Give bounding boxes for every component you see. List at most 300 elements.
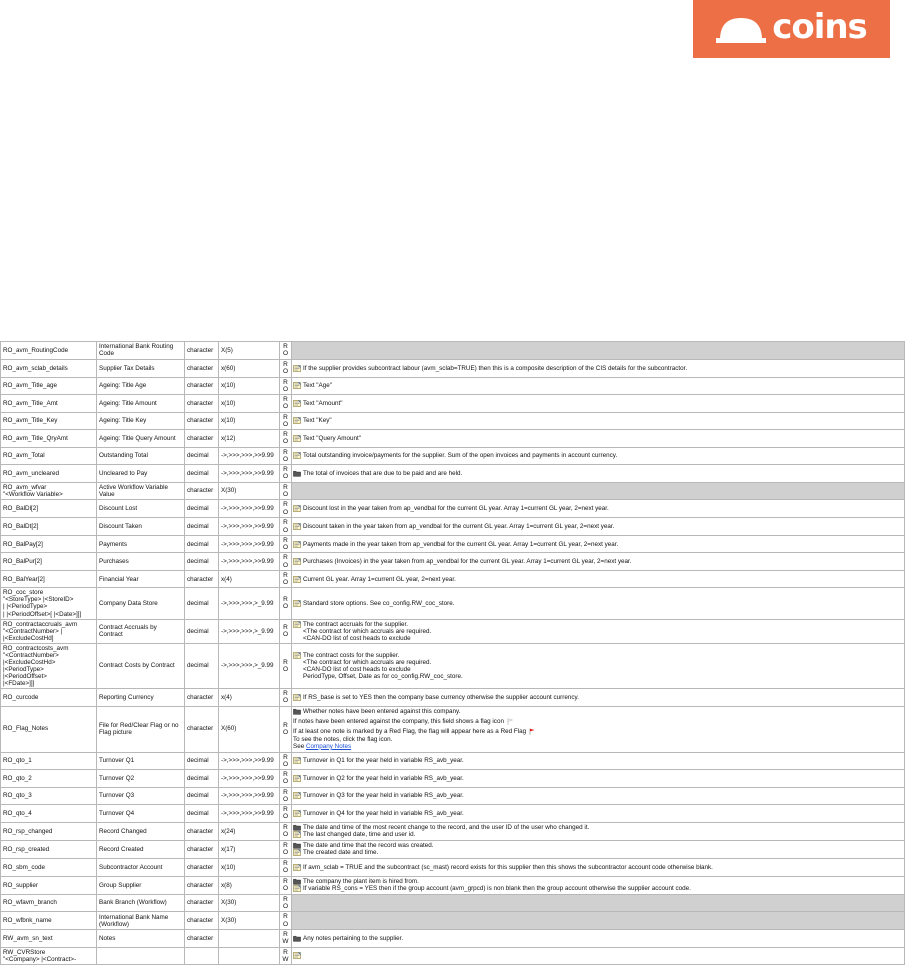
access-cell: RO xyxy=(280,876,292,894)
see-prefix: See xyxy=(293,742,305,750)
field-name-cell: RW_avm_sn_text xyxy=(1,930,97,948)
field-label-cell: Discount Taken xyxy=(97,518,185,536)
table-row xyxy=(1,858,905,876)
description-cell xyxy=(292,570,905,588)
field-name-cell: RO_avm_Title_Key xyxy=(1,412,97,430)
field-label-cell xyxy=(97,947,185,965)
table-row xyxy=(1,359,905,377)
description-line xyxy=(293,452,902,459)
format-cell: x(10) xyxy=(219,377,280,395)
field-label-cell: Subcontractor Account xyxy=(97,858,185,876)
folder-icon xyxy=(293,470,301,477)
table-row xyxy=(1,894,905,912)
description-line xyxy=(293,382,902,389)
field-label-cell: Bank Branch (Workflow) xyxy=(97,894,185,912)
note-icon xyxy=(293,810,301,817)
access-cell: RO xyxy=(280,359,292,377)
field-name-cell: RO_qto_1 xyxy=(1,752,97,770)
note-icon xyxy=(293,452,301,459)
desc-text: Discount taken in the year taken from ap_vendbal for the current GL year. Array 1=current GL year, 2=next year. xyxy=(303,522,615,530)
format-cell: X(30) xyxy=(219,482,280,500)
desc-text: Total outstanding invoice/payments for the supplier. Sum of the open invoices and payments in account currency. xyxy=(303,452,618,460)
desc-text: Current GL year. Array 1=current GL year, 2=next year. xyxy=(303,575,456,583)
desc-text: If avm_sclab = TRUE and the subcontract (sc_mast) record exists for this supplier then this shows the subcontractor account code otherwise blank. xyxy=(303,863,713,871)
field-label-cell: Ageing: Title Age xyxy=(97,377,185,395)
data-type-cell: character xyxy=(185,342,219,360)
folder-icon xyxy=(293,842,301,849)
note-icon xyxy=(293,505,301,512)
access-cell: RW xyxy=(280,947,292,965)
data-type-cell: character xyxy=(185,876,219,894)
description-line xyxy=(293,621,902,642)
description-line xyxy=(293,694,902,701)
description-cell xyxy=(292,465,905,483)
description-line xyxy=(293,600,902,607)
access-cell: RW xyxy=(280,930,292,948)
description-cell xyxy=(292,518,905,536)
field-label-cell: Record Created xyxy=(97,840,185,858)
data-type-cell: character xyxy=(185,840,219,858)
desc-text: If variable RS_cons = YES then if the group account (avm_grpcd) is non blank then the group account otherwise the supplier account code. xyxy=(303,885,691,893)
table-row xyxy=(1,465,905,483)
desc-text: Purchases (Invoices) in the year taken from ap_vendbal for the current GL year. Array 1=current GL year, 2=next year. xyxy=(303,558,632,566)
field-label-cell: Financial Year xyxy=(97,570,185,588)
description-line xyxy=(293,365,902,372)
data-type-cell: character xyxy=(185,412,219,430)
table-row xyxy=(1,588,905,619)
field-name-cell: RO_Flag_Notes xyxy=(1,706,97,752)
description-cell xyxy=(292,876,905,894)
data-type-cell: character xyxy=(185,894,219,912)
description-cell xyxy=(292,359,905,377)
description-line xyxy=(293,435,902,442)
note-icon xyxy=(293,757,301,764)
description-line xyxy=(293,470,902,477)
field-name-cell: RO_wfavm_branch xyxy=(1,894,97,912)
data-type-cell: character xyxy=(185,822,219,840)
description-cell xyxy=(292,770,905,788)
desc-text: Turnover in Q4 for the year held in variable RS_avb_year. xyxy=(303,809,464,817)
field-name-cell: RO_avm_Title_age xyxy=(1,377,97,395)
note-icon xyxy=(293,952,301,959)
field-label-cell: Notes xyxy=(97,930,185,948)
desc-text: Text "Amount" xyxy=(303,399,343,407)
field-label-cell: Reporting Currency xyxy=(97,688,185,706)
field-label-cell: Group Supplier xyxy=(97,876,185,894)
clear-flag-icon xyxy=(507,718,513,725)
field-name-cell: RO_BalYear[2] xyxy=(1,570,97,588)
description-line xyxy=(293,831,902,838)
desc-text: The contract costs for the supplier. <The contract for which accruals are required. <CAN-DO list of cost heads to exclude PeriodType, Offset, Date as for co_config.RW_coc_store. xyxy=(303,651,463,680)
description-line xyxy=(293,935,902,942)
access-cell: RO xyxy=(280,535,292,553)
field-label-cell: Turnover Q2 xyxy=(97,770,185,788)
access-cell: RO xyxy=(280,643,292,688)
table-row xyxy=(1,822,905,840)
field-label-cell: Contract Accruals by Contract xyxy=(97,619,185,643)
table-row xyxy=(1,570,905,588)
access-cell: RO xyxy=(280,858,292,876)
field-name-cell: RO_avm_Total xyxy=(1,447,97,465)
description-line xyxy=(293,810,902,817)
description-line xyxy=(293,849,902,856)
desc-text: Turnover in Q2 for the year held in variable RS_avb_year. xyxy=(303,774,464,782)
data-type-cell: decimal xyxy=(185,518,219,536)
description-line xyxy=(293,775,902,782)
access-cell: RO xyxy=(280,840,292,858)
data-type-cell: character xyxy=(185,430,219,448)
access-cell: RO xyxy=(280,518,292,536)
note-icon xyxy=(293,558,301,565)
description-line xyxy=(293,952,902,959)
access-cell: RO xyxy=(280,500,292,518)
folder-icon xyxy=(293,824,301,831)
table-row xyxy=(1,770,905,788)
description-cell xyxy=(292,858,905,876)
field-label-cell: Uncleared to Pay xyxy=(97,465,185,483)
description-line xyxy=(293,576,902,583)
desc-text: Turnover in Q3 for the year held in variable RS_avb_year. xyxy=(303,792,464,800)
access-cell: RO xyxy=(280,412,292,430)
description-cell xyxy=(292,688,905,706)
format-cell: ->,>>>,>>>,>>9.99 xyxy=(219,500,280,518)
table-row xyxy=(1,447,905,465)
access-cell: RO xyxy=(280,377,292,395)
description-cell xyxy=(292,840,905,858)
desc-text: If the supplier provides subcontract labour (avm_sclab=TRUE) then this is a composite description of the CIS details for the subcontractor. xyxy=(303,364,688,372)
description-line xyxy=(293,792,902,799)
description-cell xyxy=(292,412,905,430)
desc-text: If at least one note is marked by a Red Flag, the flag will appear here as a Red Flag xyxy=(293,728,527,736)
format-cell: ->,>>>,>>>,>>9.99 xyxy=(219,752,280,770)
access-cell: RO xyxy=(280,752,292,770)
field-label-cell: Record Changed xyxy=(97,822,185,840)
format-cell: x(8) xyxy=(219,876,280,894)
desc-text: If RS_base is set to YES then the company base currency otherwise the supplier account currency. xyxy=(303,693,579,701)
format-cell: ->,>>>,>>>,>>9.99 xyxy=(219,787,280,805)
format-cell: ->,>>>,>>>,>>9.99 xyxy=(219,535,280,553)
field-name-cell: RO_avm_Title_QryAmt xyxy=(1,430,97,448)
field-name-cell: RO_qto_2 xyxy=(1,770,97,788)
note-icon xyxy=(293,831,301,838)
description-cell xyxy=(292,912,905,930)
note-icon xyxy=(293,621,301,628)
table-row xyxy=(1,840,905,858)
note-icon xyxy=(293,576,301,583)
description-line xyxy=(293,417,902,424)
table-body xyxy=(1,342,905,965)
format-cell: x(10) xyxy=(219,412,280,430)
field-label-cell: Ageing: Title Query Amount xyxy=(97,430,185,448)
table-row xyxy=(1,643,905,688)
description-cell xyxy=(292,706,905,752)
access-cell: RO xyxy=(280,430,292,448)
description-line xyxy=(293,824,902,831)
table-row xyxy=(1,912,905,930)
field-label-cell: International Bank Routing Code xyxy=(97,342,185,360)
desc-text: The total of invoices that are due to be paid and are held. xyxy=(303,469,463,477)
desc-text: Text "Age" xyxy=(303,382,332,390)
description-cell xyxy=(292,619,905,643)
format-cell: X(30) xyxy=(219,894,280,912)
coins-logo xyxy=(693,0,890,58)
field-label-cell: Ageing: Title Amount xyxy=(97,395,185,413)
description-line xyxy=(293,541,902,548)
data-type-cell: decimal xyxy=(185,535,219,553)
field-name-cell: RO_avm_uncleared xyxy=(1,465,97,483)
access-cell: RO xyxy=(280,805,292,823)
field-reference-table xyxy=(0,341,905,965)
note-icon xyxy=(293,694,301,701)
note-icon xyxy=(293,523,301,530)
description-cell xyxy=(292,787,905,805)
table-row xyxy=(1,500,905,518)
description-cell xyxy=(292,894,905,912)
field-name-cell: RO_qto_3 xyxy=(1,787,97,805)
note-icon xyxy=(293,775,301,782)
data-type-cell: decimal xyxy=(185,500,219,518)
desc-text: The date and time that the record was created. xyxy=(303,842,434,850)
description-cell xyxy=(292,342,905,360)
data-type-cell: decimal xyxy=(185,752,219,770)
note-icon xyxy=(293,864,301,871)
format-cell: ->,>>>,>>>,>_9.99 xyxy=(219,643,280,688)
access-cell: RO xyxy=(280,342,292,360)
description-cell xyxy=(292,947,905,965)
table-row xyxy=(1,619,905,643)
company-notes-link[interactable]: Company Notes xyxy=(305,742,352,750)
field-label-cell: Turnover Q3 xyxy=(97,787,185,805)
table-row xyxy=(1,787,905,805)
desc-text: Text "Key" xyxy=(303,417,332,425)
access-cell: RO xyxy=(280,619,292,643)
access-cell: RO xyxy=(280,770,292,788)
data-type-cell: character xyxy=(185,377,219,395)
description-cell xyxy=(292,805,905,823)
format-cell: ->,>>>,>>>,>_9.99 xyxy=(219,588,280,619)
field-label-cell: Ageing: Title Key xyxy=(97,412,185,430)
field-name-cell: RO_curcode xyxy=(1,688,97,706)
data-type-cell: decimal xyxy=(185,465,219,483)
desc-text: The last changed date, time and user id. xyxy=(303,831,416,839)
access-cell: RO xyxy=(280,822,292,840)
data-type-cell: character xyxy=(185,858,219,876)
description-cell xyxy=(292,482,905,500)
format-cell: ->,>>>,>>>,>>9.99 xyxy=(219,553,280,571)
access-cell: RO xyxy=(280,482,292,500)
description-cell xyxy=(292,553,905,571)
data-type-cell: character xyxy=(185,706,219,752)
data-type-cell: decimal xyxy=(185,643,219,688)
table-row xyxy=(1,395,905,413)
folder-icon xyxy=(293,935,301,942)
data-type-cell: character xyxy=(185,912,219,930)
field-label-cell: Outstanding Total xyxy=(97,447,185,465)
description-cell xyxy=(292,500,905,518)
format-cell: x(17) xyxy=(219,840,280,858)
access-cell: RO xyxy=(280,570,292,588)
field-reference-table-wrapper xyxy=(0,341,905,965)
access-cell: RO xyxy=(280,688,292,706)
hard-hat-icon xyxy=(716,14,766,44)
data-type-cell: decimal xyxy=(185,619,219,643)
access-cell: RO xyxy=(280,553,292,571)
description-line xyxy=(293,842,902,849)
description-cell xyxy=(292,395,905,413)
desc-text: Discount lost in the year taken from ap_vendbal for the current GL year. Array 1=current GL year, 2=next year. xyxy=(303,505,609,513)
field-name-cell: RO_BalPay[2] xyxy=(1,535,97,553)
data-type-cell: character xyxy=(185,395,219,413)
format-cell: ->,>>>,>>>,>_9.99 xyxy=(219,619,280,643)
desc-text: To see the notes, click the flag icon. xyxy=(293,735,393,743)
table-row xyxy=(1,430,905,448)
logo-text: coins xyxy=(772,7,867,47)
field-label-cell: International Bank Name (Workflow) xyxy=(97,912,185,930)
field-name-cell: RO_coc_store "<StoreType> |<StoreID> | |<PeriodType> | |<PeriodOffset>[ |<Date>]]] xyxy=(1,588,97,619)
note-icon xyxy=(293,435,301,442)
field-label-cell: Discount Lost xyxy=(97,500,185,518)
format-cell: X(5) xyxy=(219,342,280,360)
table-row xyxy=(1,805,905,823)
format-cell: x(10) xyxy=(219,395,280,413)
table-row xyxy=(1,947,905,965)
table-row xyxy=(1,688,905,706)
desc-text: The created date and time. xyxy=(303,849,379,857)
field-name-cell: RO_qto_4 xyxy=(1,805,97,823)
desc-text: If notes have been entered against the company, this field shows a flag icon xyxy=(293,718,504,726)
data-type-cell: character xyxy=(185,570,219,588)
note-icon xyxy=(293,541,301,548)
field-name-cell: RO_rsp_changed xyxy=(1,822,97,840)
table-row xyxy=(1,535,905,553)
desc-text: Any notes pertaining to the supplier. xyxy=(303,934,404,942)
table-row xyxy=(1,706,905,752)
field-name-cell: RO_avm_Title_Amt xyxy=(1,395,97,413)
format-cell: ->,>>>,>>>,>>9.99 xyxy=(219,805,280,823)
note-icon xyxy=(293,600,301,607)
format-cell: x(10) xyxy=(219,858,280,876)
desc-text: Text "Query Amount" xyxy=(303,434,362,442)
table-row xyxy=(1,377,905,395)
description-line xyxy=(293,652,902,680)
field-name-cell: RO_contractaccruals_avm "<ContractNumber> | |<ExcludeCostHd] xyxy=(1,619,97,643)
field-name-cell: RO_avm_sclab_details xyxy=(1,359,97,377)
table-row xyxy=(1,518,905,536)
format-cell: ->,>>>,>>>,>>9.99 xyxy=(219,518,280,536)
description-line xyxy=(293,400,902,407)
field-label-cell: File for Red/Clear Flag or no Flag picture xyxy=(97,706,185,752)
access-cell: RO xyxy=(280,447,292,465)
field-label-cell: Company Data Store xyxy=(97,588,185,619)
field-name-cell: RO_contractcosts_avm "<ContractNumber> |<ExcludeCostHd> |<PeriodType> |<PeriodOffset> |<FDate>]]] xyxy=(1,643,97,688)
field-label-cell: Purchases xyxy=(97,553,185,571)
access-cell: RO xyxy=(280,706,292,752)
access-cell: RO xyxy=(280,588,292,619)
data-type-cell: decimal xyxy=(185,588,219,619)
note-icon xyxy=(293,400,301,407)
description-cell xyxy=(292,588,905,619)
access-cell: RO xyxy=(280,787,292,805)
data-type-cell: decimal xyxy=(185,787,219,805)
data-type-cell: decimal xyxy=(185,770,219,788)
description-cell xyxy=(292,447,905,465)
field-label-cell: Turnover Q4 xyxy=(97,805,185,823)
access-cell: RO xyxy=(280,894,292,912)
table-row xyxy=(1,482,905,500)
desc-text: The contract accruals for the supplier. <The contract for which accruals are required. <CAN-DO list of cost heads to exclude xyxy=(303,620,432,642)
data-type-cell: character xyxy=(185,930,219,948)
format-cell: ->,>>>,>>>,>>9.99 xyxy=(219,770,280,788)
desc-text: The company the plant item is hired from. xyxy=(303,878,419,886)
field-name-cell: RO_wfbnk_name xyxy=(1,912,97,930)
description-cell xyxy=(292,377,905,395)
format-cell: x(4) xyxy=(219,570,280,588)
table-row xyxy=(1,553,905,571)
field-name-cell: RO_supplier xyxy=(1,876,97,894)
data-type-cell: decimal xyxy=(185,447,219,465)
format-cell: X(30) xyxy=(219,912,280,930)
note-icon xyxy=(293,417,301,424)
format-cell: x(12) xyxy=(219,430,280,448)
note-icon xyxy=(293,885,301,892)
field-name-cell: RO_BalDl[2] xyxy=(1,500,97,518)
format-cell: X(60) xyxy=(219,706,280,752)
format-cell: x(24) xyxy=(219,822,280,840)
description-cell xyxy=(292,535,905,553)
description-line xyxy=(293,523,902,530)
format-cell xyxy=(219,947,280,965)
data-type-cell: character xyxy=(185,688,219,706)
desc-text: Whether notes have been entered against this company. xyxy=(303,708,461,716)
description-line xyxy=(293,878,902,885)
field-label-cell: Contract Costs by Contract xyxy=(97,643,185,688)
data-type-cell: character xyxy=(185,482,219,500)
description-line xyxy=(293,885,902,892)
format-cell: ->,>>>,>>>,>>9.99 xyxy=(219,465,280,483)
description-line xyxy=(293,757,902,764)
desc-text: Standard store options. See co_config.RW_coc_store. xyxy=(303,599,455,607)
desc-text: Turnover in Q1 for the year held in variable RS_avb_year. xyxy=(303,757,464,765)
folder-icon xyxy=(293,878,301,885)
format-cell: x(60) xyxy=(219,359,280,377)
data-type-cell xyxy=(185,947,219,965)
field-name-cell: RO_avm_wfvar "<Workflow Variable> xyxy=(1,482,97,500)
field-name-cell: RW_CVRStore "<Company> |<Contract>- xyxy=(1,947,97,965)
data-type-cell: character xyxy=(185,359,219,377)
note-icon xyxy=(293,652,301,659)
description-cell xyxy=(292,752,905,770)
note-icon xyxy=(293,382,301,389)
description-line xyxy=(293,864,902,871)
field-label-cell: Active Workflow Variable Value xyxy=(97,482,185,500)
table-row xyxy=(1,876,905,894)
data-type-cell: decimal xyxy=(185,553,219,571)
field-label-cell: Supplier Tax Details xyxy=(97,359,185,377)
field-name-cell: RO_avm_RoutingCode xyxy=(1,342,97,360)
field-name-cell: RO_BalPur[2] xyxy=(1,553,97,571)
field-label-cell: Payments xyxy=(97,535,185,553)
description-cell xyxy=(292,430,905,448)
description-cell xyxy=(292,822,905,840)
note-icon xyxy=(293,365,301,372)
access-cell: RO xyxy=(280,395,292,413)
folder-icon xyxy=(293,708,301,715)
note-icon xyxy=(293,849,301,856)
description-line xyxy=(293,558,902,565)
access-cell: RO xyxy=(280,912,292,930)
desc-text: Payments made in the year taken from ap_vendbal for the current GL year. Array 1=current GL year, 2=next year. xyxy=(303,540,619,548)
field-name-cell: RO_sbm_code xyxy=(1,858,97,876)
